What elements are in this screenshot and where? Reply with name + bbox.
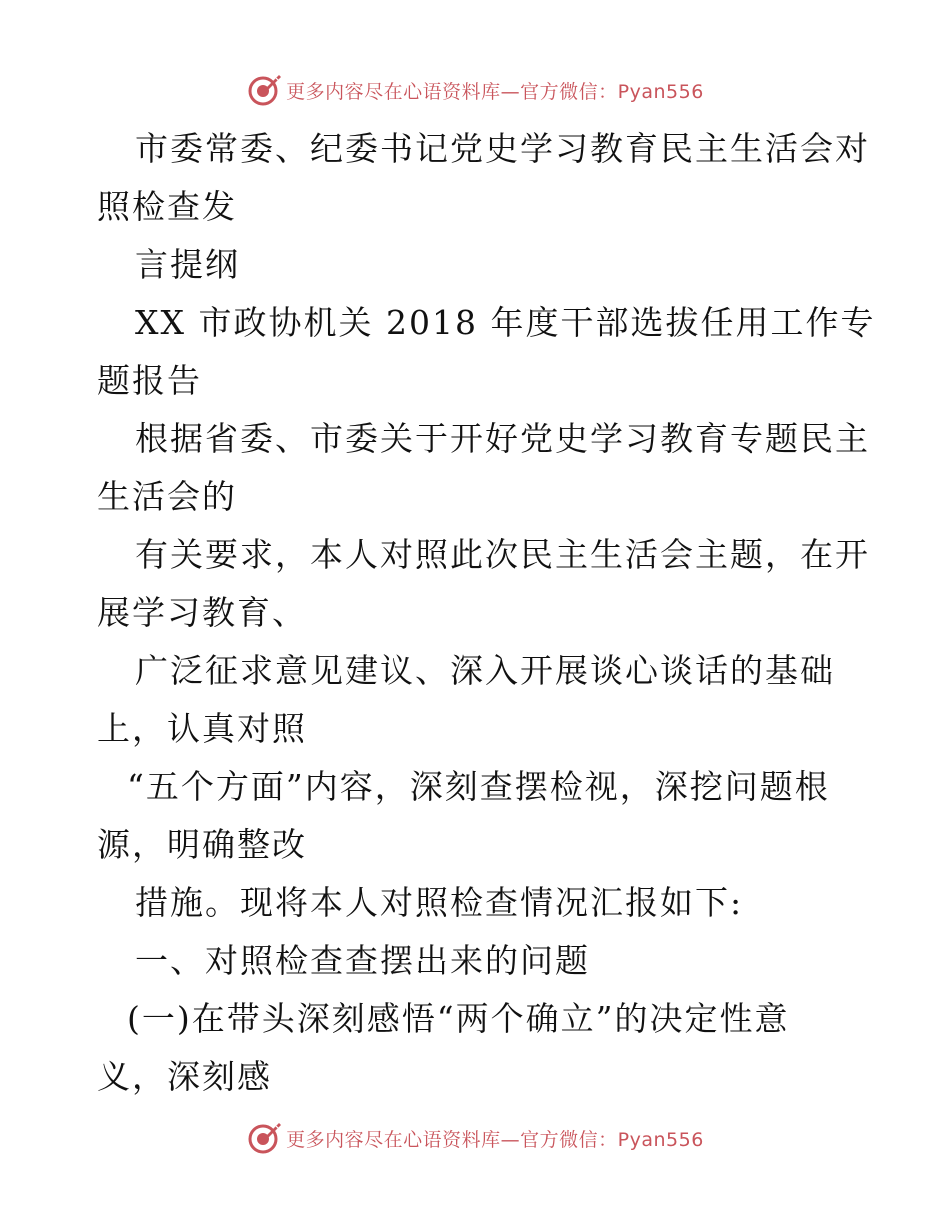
text-line: (一)在带头深刻感悟“两个确立”的决定性意 bbox=[127, 999, 790, 1038]
watermark-banner-top bbox=[0, 70, 950, 110]
document-body bbox=[97, 120, 877, 1106]
watermark-text: 更多内容尽在心语资料库—官方微信：Pyan556 bbox=[286, 80, 704, 103]
text-line: 题报告 bbox=[97, 361, 202, 400]
text-line: “五个方面”内容，深刻查摆检视，深挖问题根 bbox=[127, 767, 830, 806]
pen-logo-icon bbox=[246, 72, 282, 108]
watermark-text: 更多内容尽在心语资料库—官方微信：Pyan556 bbox=[286, 1128, 704, 1151]
watermark-banner-bottom bbox=[0, 1118, 950, 1158]
text-line: 措施。现将本人对照检查情况汇报如下: bbox=[135, 883, 744, 922]
text-line: 根据省委、市委关于开好党史学习教育专题民主 bbox=[135, 419, 870, 458]
pen-logo-icon bbox=[246, 1120, 282, 1156]
text-line: 上，认真对照 bbox=[97, 709, 307, 748]
text-line: 源，明确整改 bbox=[97, 825, 307, 864]
text-line: 生活会的 bbox=[97, 477, 237, 516]
text-line: 义，深刻感 bbox=[97, 1057, 272, 1096]
text-line: XX 市政协机关 2018 年度干部选拔任用工作专 bbox=[135, 303, 876, 342]
text-line: 市委常委、纪委书记党史学习教育民主生活会对 bbox=[135, 129, 870, 168]
text-line: 有关要求，本人对照此次民主生活会主题，在开 bbox=[135, 535, 870, 574]
text-line: 言提纲 bbox=[135, 245, 240, 284]
text-line: 一、对照检查查摆出来的问题 bbox=[135, 941, 590, 980]
text-line: 展学习教育、 bbox=[97, 593, 307, 632]
text-line: 广泛征求意见建议、深入开展谈心谈话的基础 bbox=[135, 651, 835, 690]
text-line: 照检查发 bbox=[97, 187, 237, 226]
